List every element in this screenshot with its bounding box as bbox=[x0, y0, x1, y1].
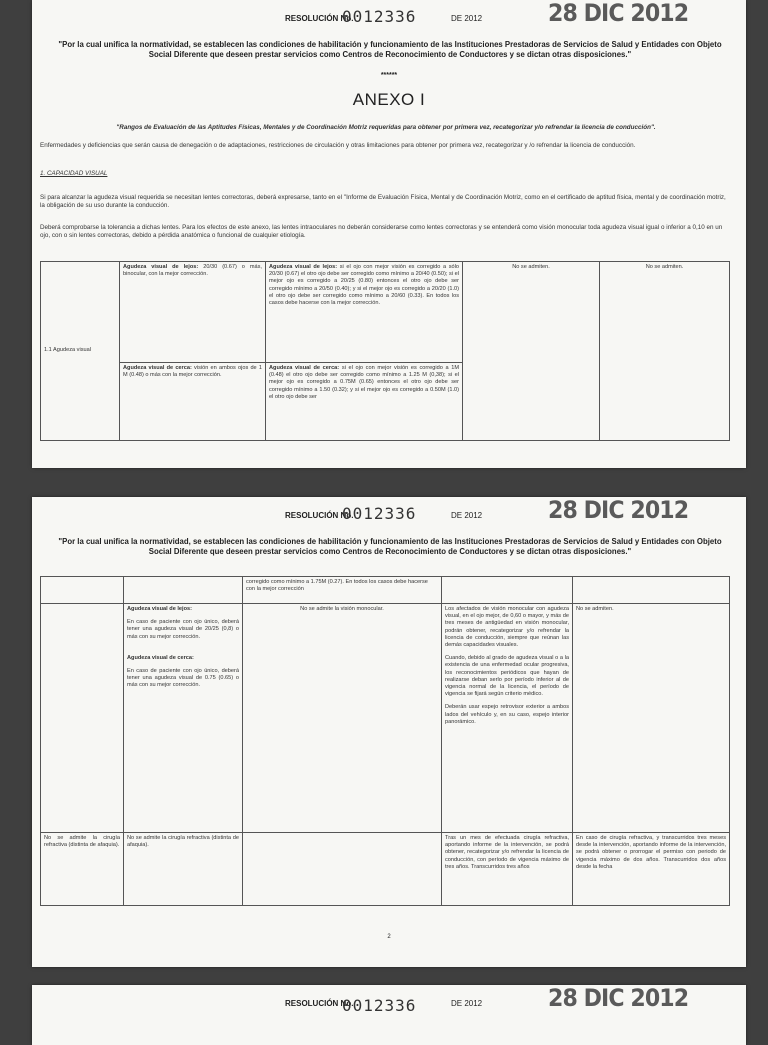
resolution-label: RESOLUCIÓN No. bbox=[285, 14, 354, 23]
surgery-col4-text: En caso de cirugía refractiva, y transcurridos tres meses desde la intervención, aportando informe de la intervención, se podrá obtener o prorrogar el permiso con periodo de vigencia máximo de dos años. Transcurridos dos años desde la fecha bbox=[576, 835, 726, 870]
col3-cell bbox=[463, 262, 600, 441]
far-acuity-title: Agudeza visual de lejos: bbox=[123, 264, 199, 270]
document-title: "Por la cual unifica la normatividad, se establecen las condiciones de habilitación y funcionamiento de las Instituciones Prestadoras de Servicios de Salud y Entidades con Objeto Social Diferente que deseen prestar servicios como Centros de Reconocimiento de Conductores y se dictan otras disposiciones." bbox=[58, 537, 722, 556]
monocular-table bbox=[40, 576, 730, 906]
far-detail-text: si el ojo con mejor visión es corregido a sólo 20/30 (0.67) el otro ojo debe ser corregido como mínimo a 20/40 (0.50); si el mejor ojo es corregido a 20/25 (0.80) entonces el otro ojo debe ser corregido mínimo a 20/50 (0.40); y si el mejor ojo es corregido a 20/20 (1.0) el otro ojo debe ser corregido como mínimo a 20/60 (0.33). En todos los casos debe hacerse con la mejor corrección. bbox=[269, 264, 459, 307]
empty-cell bbox=[41, 577, 124, 604]
tolerance-paragraph: Deberá comprobarse la tolerancia a dichas lentes. Para los efectos de este anexo, las lentes intraoculares no deberán considerarse como lentes correctoras y se entenderá como visión monocular toda agudeza visual igual o inferior a 0,10 en un ojo, con o sin lentes correctoras, debido a pérdida anatómica o funcional de cualquier etiología. bbox=[40, 224, 723, 239]
surgery-col3-cell bbox=[442, 833, 573, 906]
row-label: 1.1 Agudeza visual bbox=[44, 347, 91, 354]
surgery-col1-text: No se admite la cirugía refractiva (distinta de afaquia). bbox=[44, 835, 120, 849]
col4-cell bbox=[600, 262, 730, 441]
mono-col3-p2: Cuando, debido al grado de agudeza visual o a la existencia de una enfermedad ocular progresiva, los reconocimientos periódicos que hayan de realizarse deban serlo por período inferior al de vigencia normal de la licencia, el período de vigencia se fijará según criterio médico. bbox=[445, 655, 569, 698]
near-acuity-cell bbox=[120, 363, 266, 441]
mono-far-text: En caso de paciente con ojo único, deberá tener una agudeza visual de 20/25 (0,8) o más con su mejor corrección. bbox=[127, 619, 239, 640]
monocular-criteria-cell bbox=[124, 604, 243, 833]
empty-cell bbox=[442, 577, 573, 604]
col4-text: No se admiten. bbox=[645, 264, 684, 270]
surgery-col4-cell bbox=[573, 833, 730, 906]
row-label-cell bbox=[41, 262, 120, 441]
resolution-number: 0012336 bbox=[342, 504, 417, 523]
far-acuity-text: 20/30 (0.67) o más, binocular, con la mejor corrección. bbox=[123, 264, 262, 278]
empty-cell bbox=[41, 604, 124, 833]
intro-paragraph: Enfermedades y deficiencias que serán causa de denegación o de adaptaciones, restricciones de circulación y otras limitaciones para obtener por primera vez, recategorizar y /o refrendar la licencia de conducción. bbox=[40, 142, 636, 149]
annex-title: ANEXO I bbox=[352, 90, 426, 109]
surgery-col3-text: Tras un mes de efectuada cirugía refractiva, aportando informe de la intervención, se podrá obtener, recategorizar y/o refrendar la licencia de conducción, con período de vigencia máximo de tres años. Transcurridos tres años bbox=[445, 835, 569, 870]
lens-paragraph: Si para alcanzar la agudeza visual requerida se necesitan lentes correctoras, deberá expresarse, tanto en el "Informe de Evaluación Física, Mental y de Coordinación Motriz, como en el certificado de aptitud física, mental y de coordinación motriz, la obligación de su uso durante la conducción. bbox=[40, 194, 726, 209]
monocular-col3-cell bbox=[442, 604, 573, 833]
mono-far-title: Agudeza visual de lejos: bbox=[127, 606, 192, 612]
mono-near-text: En caso de paciente con ojo único, deberá tener una agudeza visual de 0.75 (0.65) o más con su mejor corrección. bbox=[127, 668, 239, 689]
annex-subtitle: "Rangos de Evaluación de las Aptitudes Físicas, Mentales y de Coordinación Motriz requeridas para obtener por primera vez, recategorizar y/o refrendar la licencia de conducción". bbox=[116, 124, 656, 131]
table-row bbox=[41, 262, 730, 363]
resolution-header bbox=[32, 497, 746, 528]
far-acuity-cell bbox=[120, 262, 266, 363]
document-title: "Por la cual unifica la normatividad, se establecen las condiciones de habilitación y funcionamiento de las Instituciones Prestadoras de Servicios de Salud y Entidades con Objeto Social Diferente que deseen prestar servicios como Centros de Reconocimiento de Conductores y se dictan otras disposiciones." bbox=[58, 40, 722, 59]
surgery-col2-cell bbox=[124, 833, 243, 906]
table-row bbox=[41, 604, 730, 833]
resolution-header bbox=[32, 0, 746, 31]
monocular-col4-cell bbox=[573, 604, 730, 833]
resolution-label: RESOLUCIÓN No. bbox=[285, 511, 354, 520]
mono-col3-p1: Los afectados de visión monocular con agudeza visual, en el ojo mejor, de 0,60 o mayor, y más de tres meses de antigüedad en visión monocular, podrán obtener, recategorizar y/o refrendar la licencia de conducción, siempre que reúnan las demás capacidades visuales. bbox=[445, 606, 569, 649]
date-stamp: 28 DIC 2012 bbox=[548, 0, 689, 27]
resolution-label: RESOLUCIÓN No. bbox=[285, 999, 354, 1008]
near-detail-text: si el ojo con mejor visión es corregido a 1M (0.48) el otro ojo debe ser corregido como mínimo a 1.25 M (0,38); si el mejor ojo es corregido a 0.75M (0.65) entonces el otro ojo debe ser corregido mínimo a 1.50 (0.32); y si el mejor ojo es corregido a 0.50M (1.0) el otro ojo debe ser bbox=[269, 365, 460, 400]
mono-col4-text: No se admiten. bbox=[576, 606, 614, 612]
document-page-1 bbox=[32, 0, 746, 468]
surgery-col2-text: No se admite la cirugía refractiva (distinta de afaquia). bbox=[127, 835, 239, 849]
empty-cell bbox=[124, 577, 243, 604]
continuation-text: corregido como mínimo a 1.75M (0.27). En todos los casos debe hacerse con la mejor corrección bbox=[246, 579, 428, 593]
continuation-cell bbox=[243, 577, 442, 604]
empty-cell bbox=[573, 577, 730, 604]
document-page-2 bbox=[32, 497, 746, 967]
document-page-3 bbox=[32, 985, 746, 1045]
mono-col2-text: No se admite la visión monocular. bbox=[300, 606, 384, 612]
near-acuity-text: visión en ambos ojos de 1 M (0.48) o más con la mejor corrección. bbox=[123, 365, 262, 379]
monocular-col2-cell bbox=[243, 604, 442, 833]
date-stamp: 28 DIC 2012 bbox=[548, 497, 689, 524]
section-heading: 1. CAPACIDAD VISUAL bbox=[40, 170, 108, 177]
resolution-number: 0012336 bbox=[342, 996, 417, 1015]
col3-text: No se admiten. bbox=[512, 264, 550, 270]
mono-near-title: Agudeza visual de cerca: bbox=[127, 654, 194, 661]
date-stamp: 28 DIC 2012 bbox=[548, 985, 689, 1012]
resolution-header bbox=[32, 985, 746, 1016]
mono-col3-p3: Deberán usar espejo retrovisor exterior a ambos lados del vehículo y, en su caso, espejo interior panorámico. bbox=[445, 704, 569, 725]
table-row bbox=[41, 833, 730, 906]
empty-cell bbox=[243, 833, 442, 906]
resolution-number: 0012336 bbox=[342, 7, 417, 26]
resolution-year: DE 2012 bbox=[451, 14, 483, 23]
surgery-col1-cell bbox=[41, 833, 124, 906]
visual-acuity-table bbox=[40, 261, 730, 441]
page-number: 2 bbox=[387, 934, 391, 940]
table-row bbox=[41, 577, 730, 604]
far-detail-cell bbox=[266, 262, 463, 363]
near-acuity-title: Agudeza visual de cerca: bbox=[123, 365, 192, 371]
near-detail-cell bbox=[266, 363, 463, 441]
resolution-year: DE 2012 bbox=[451, 511, 483, 520]
resolution-year: DE 2012 bbox=[451, 999, 483, 1008]
near-detail-title: Agudeza visual de cerca: bbox=[269, 365, 340, 371]
far-detail-title: Agudeza visual de lejos: bbox=[269, 264, 338, 270]
separator-stars: ****** bbox=[380, 72, 398, 79]
